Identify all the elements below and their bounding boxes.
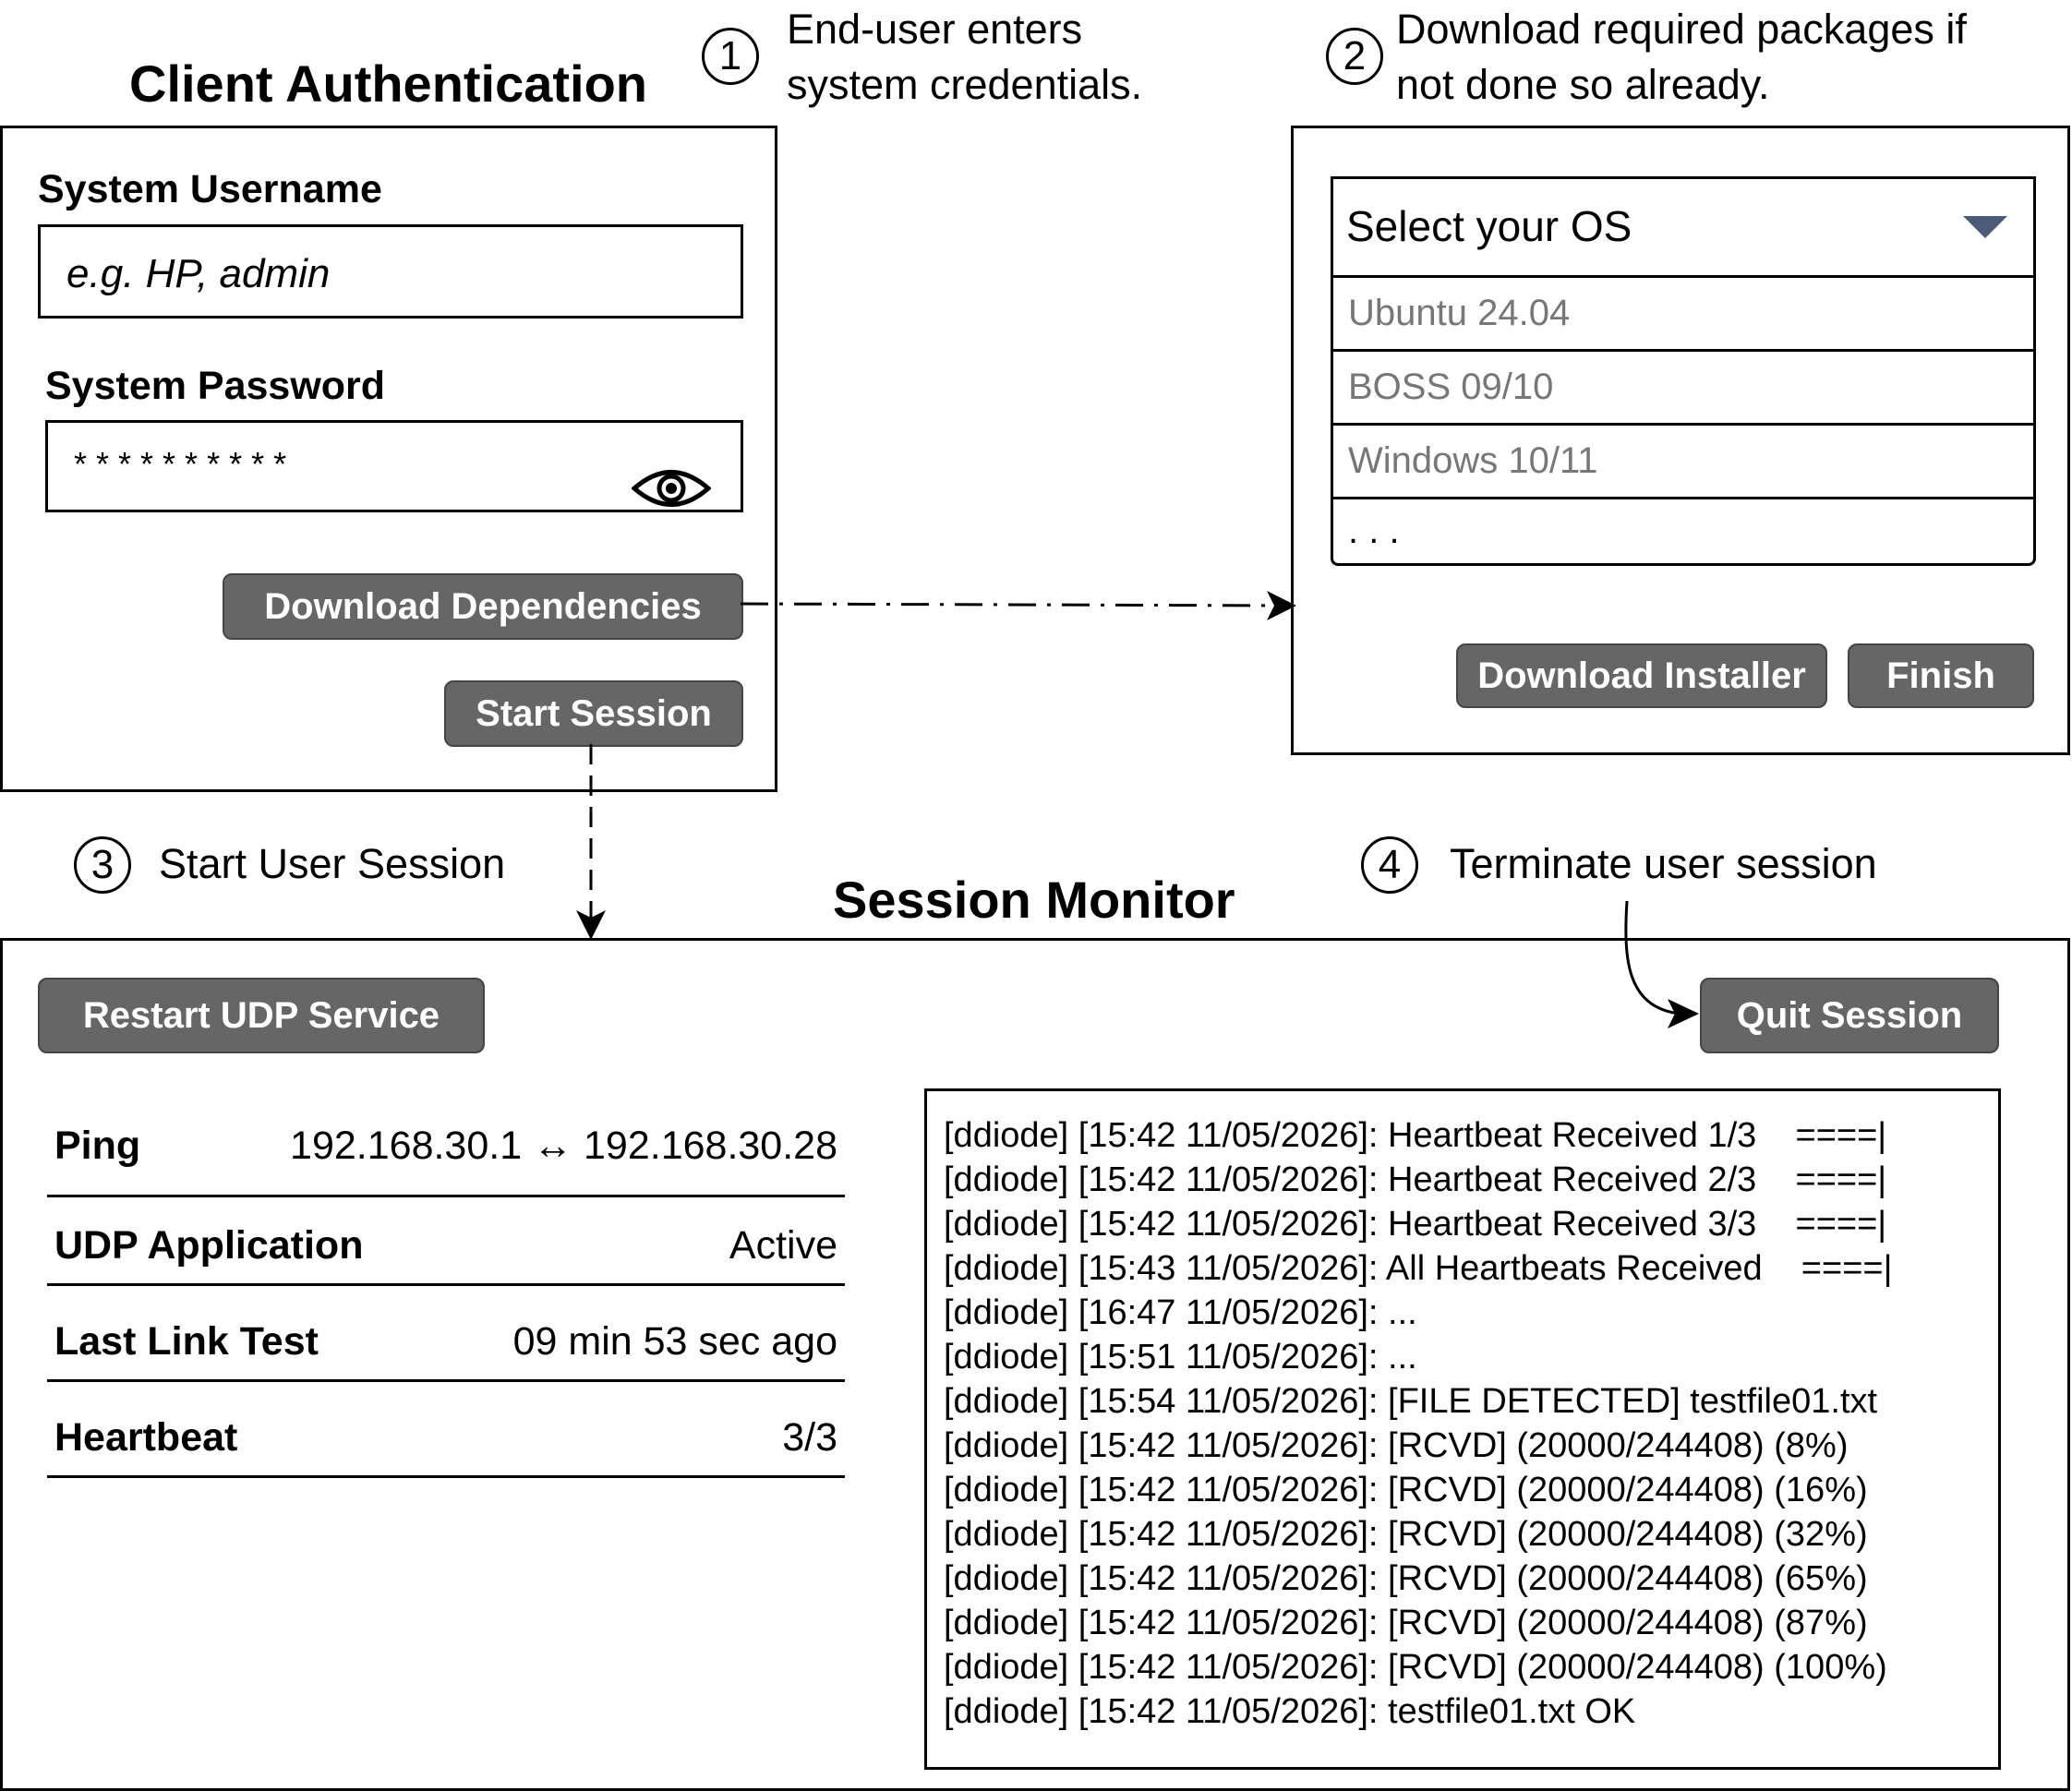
step-2-text: Download required packages if not done so already. (1396, 6, 1967, 108)
session-log[interactable] (924, 1088, 2001, 1770)
eye-icon[interactable] (632, 467, 711, 510)
log-line: [ddiode] [15:42 11/05/2026]: [RCVD] (20000/244408) (32%) (944, 1515, 1868, 1554)
password-input[interactable] (45, 420, 743, 512)
os-select-dropdown[interactable] (1331, 176, 2036, 566)
password-value: * * * * * * * * * * (74, 445, 287, 483)
os-select-label: Select your OS (1346, 202, 1632, 250)
quit-session-button[interactable]: Quit Session (1700, 978, 1999, 1053)
log-line: [ddiode] [15:42 11/05/2026]: testfile01.txt OK (944, 1692, 1636, 1731)
log-line: [ddiode] [15:42 11/05/2026]: [RCVD] (20000/244408) (87%) (944, 1604, 1868, 1642)
stat-value: 09 min 53 sec ago (512, 1319, 837, 1364)
stat-value: 3/3 (782, 1415, 837, 1460)
log-line: [ddiode] [16:47 11/05/2026]: ... (944, 1293, 1417, 1332)
stat-row-last-link-test (47, 1286, 845, 1382)
os-download-panel (1291, 126, 2070, 755)
session-monitor-title: Session Monitor (833, 871, 1235, 929)
password-label: System Password (45, 364, 386, 408)
log-line: [ddiode] [15:54 11/05/2026]: [FILE DETECTED] testfile01.txt (944, 1382, 1878, 1421)
log-line: [ddiode] [15:42 11/05/2026]: Heartbeat Received 3/3 ====| (944, 1205, 1887, 1244)
chevron-down-icon (1963, 216, 2007, 238)
restart-udp-service-button[interactable]: Restart UDP Service (38, 978, 485, 1053)
stat-label: Last Link Test (54, 1319, 319, 1364)
session-stats (47, 1098, 845, 1485)
step-1-badge: 1 (702, 28, 759, 85)
step-3-badge: 3 (74, 836, 131, 894)
step-4-text: Terminate user session (1450, 840, 1877, 887)
os-option-boss[interactable]: BOSS 09/10 (1333, 349, 2033, 423)
stat-label: UDP Application (54, 1223, 364, 1268)
stat-label: Heartbeat (54, 1415, 238, 1460)
log-line: [ddiode] [15:42 11/05/2026]: [RCVD] (20000/244408) (8%) (944, 1426, 1849, 1465)
stat-value: 192.168.30.1 ↔ 192.168.30.28 (290, 1124, 837, 1168)
log-line: [ddiode] [15:42 11/05/2026]: [RCVD] (20000/244408) (65%) (944, 1559, 1868, 1598)
stat-label: Ping (54, 1124, 141, 1168)
log-line: [ddiode] [15:42 11/05/2026]: [RCVD] (20000/244408) (100%) (944, 1648, 1887, 1687)
os-option-windows[interactable]: Windows 10/11 (1333, 423, 2033, 497)
os-option-more[interactable]: . . . (1333, 497, 2033, 563)
step-4-badge: 4 (1361, 836, 1418, 894)
os-option-ubuntu[interactable]: Ubuntu 24.04 (1333, 275, 2033, 349)
log-line: [ddiode] [15:51 11/05/2026]: ... (944, 1338, 1417, 1376)
username-input[interactable] (38, 224, 743, 319)
stat-row-ping (47, 1098, 845, 1197)
username-placeholder: e.g. HP, admin (66, 251, 331, 296)
stat-value: Active (729, 1223, 837, 1268)
log-line: [ddiode] [15:42 11/05/2026]: Heartbeat Received 1/3 ====| (944, 1116, 1887, 1155)
step-3-text: Start User Session (159, 840, 506, 887)
arrow-dependencies-to-os-panel (741, 604, 1289, 606)
session-monitor-panel (0, 938, 2070, 1791)
log-line: [ddiode] [15:43 11/05/2026]: All Heartbeats Received ====| (944, 1249, 1893, 1288)
stat-row-udp-application (47, 1197, 845, 1286)
stat-row-heartbeat (47, 1382, 845, 1478)
arrow-head-start-session (576, 910, 606, 940)
step-1-text: End-user enters system credentials. (787, 6, 1143, 108)
start-session-button[interactable]: Start Session (444, 680, 743, 747)
download-installer-button[interactable]: Download Installer (1456, 643, 1827, 708)
os-select-header[interactable] (1333, 179, 2033, 275)
step-2-badge: 2 (1326, 28, 1383, 85)
client-auth-panel (0, 126, 777, 792)
log-line: [ddiode] [15:42 11/05/2026]: [RCVD] (20000/244408) (16%) (944, 1471, 1868, 1509)
log-line: [ddiode] [15:42 11/05/2026]: Heartbeat Received 2/3 ====| (944, 1160, 1887, 1199)
finish-button[interactable]: Finish (1848, 643, 2034, 708)
download-dependencies-button[interactable]: Download Dependencies (223, 573, 743, 640)
username-label: System Username (38, 167, 382, 211)
client-auth-title: Client Authentication (129, 54, 648, 113)
